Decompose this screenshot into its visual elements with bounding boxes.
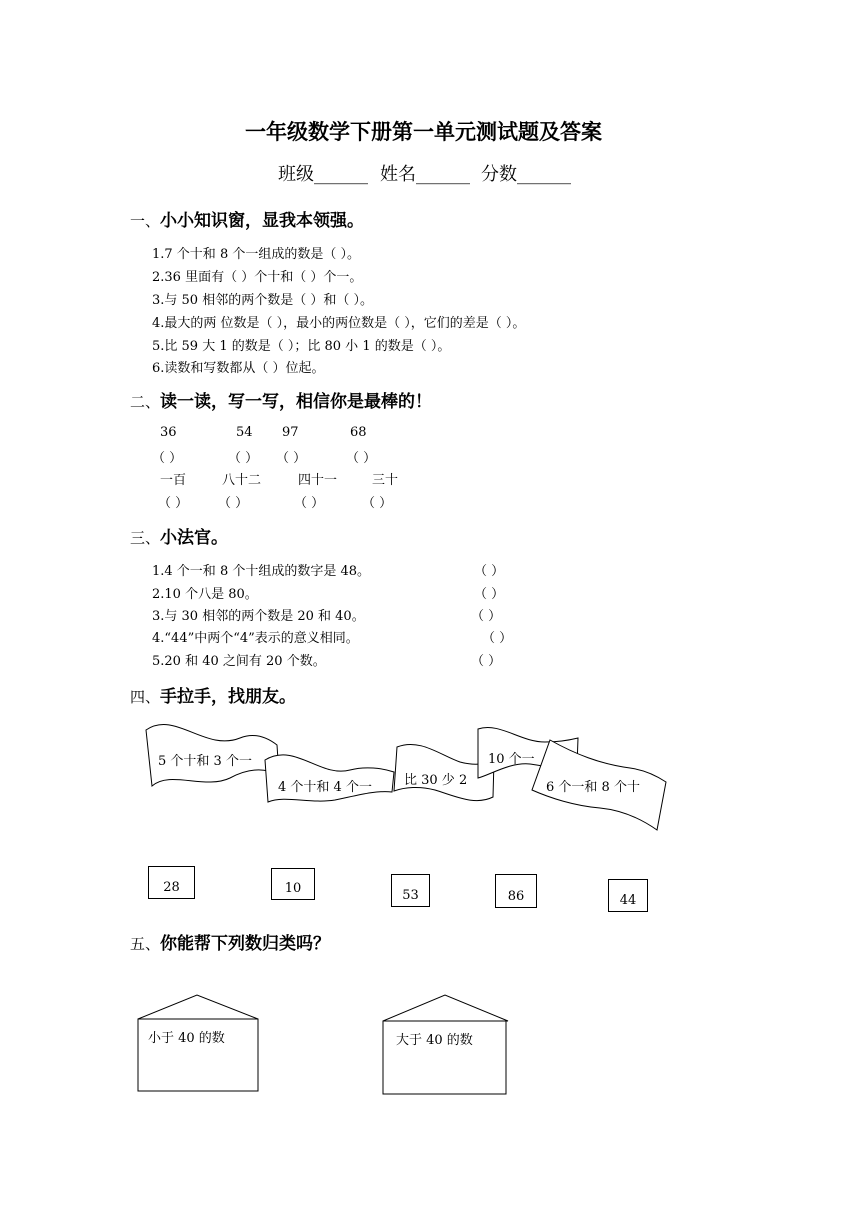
number-box[interactable]: 86 (495, 874, 537, 908)
number-box[interactable]: 28 (148, 866, 195, 899)
judge-item-5: 5.20 和 40 之间有 20 个数。 (152, 654, 326, 669)
answer-blank[interactable]: （ ） (294, 496, 325, 511)
number-item: 54 (236, 425, 253, 440)
section-3-number: 三、 (130, 531, 161, 547)
class-field[interactable]: 班级______ (278, 164, 368, 185)
judge-item-4: 4.“44”中两个“4”表示的意义相同。 (152, 631, 359, 646)
judge-item-1: 1.4 个一和 8 个十组成的数字是 48。 (152, 564, 371, 579)
section-5-title: 你能帮下列数归类吗？ (160, 934, 331, 954)
ribbon-label-5: 6 个一和 8 个十 (546, 780, 640, 795)
question-1-5: 5.比 59 大 1 的数是（ ）；比 80 小 1 的数是（ ）。 (152, 339, 451, 354)
judge-blank[interactable]: （ ） (482, 631, 513, 646)
section-2-number: 二、 (130, 395, 161, 411)
number-item: 36 (160, 425, 177, 440)
answer-blank[interactable]: （ ） (346, 451, 377, 466)
section-4-number: 四、 (130, 690, 161, 706)
answer-blank[interactable]: （ ） (362, 496, 393, 511)
judge-blank[interactable]: （ ） (471, 654, 502, 669)
ribbon-label-1: 5 个十和 3 个一 (158, 754, 252, 769)
word-item: 八十二 (222, 473, 262, 488)
house-body-2 (383, 1021, 506, 1094)
house-label-2: 大于 40 的数 (396, 1033, 473, 1048)
answer-blank[interactable]: （ ） (228, 451, 259, 466)
question-1-2: 2.36 里面有（ ）个十和（ ）个一。 (152, 270, 363, 285)
section-4-title: 手拉手，找朋友。 (160, 687, 297, 707)
answer-blank[interactable]: （ ） (218, 496, 249, 511)
ribbon-label-3: 比 30 少 2 (404, 773, 468, 788)
name-field[interactable]: 姓名______ (380, 164, 470, 185)
ribbon-label-2: 4 个十和 4 个一 (278, 780, 372, 795)
judge-blank[interactable]: （ ） (471, 609, 502, 624)
house-label-1: 小于 40 的数 (148, 1031, 225, 1046)
section-1-title: 小小知识窗，显我本领强。 (160, 211, 365, 231)
judge-blank[interactable]: （ ） (474, 587, 505, 602)
page-title: 一年级数学下册第一单元测试题及答案 (245, 120, 602, 144)
section-5-heading (130, 929, 330, 954)
question-1-6: 6.读数和写数都从（ ）位起。 (152, 361, 325, 376)
word-item: 一百 (160, 473, 187, 488)
judge-item-2: 2.10 个八是 80。 (152, 587, 258, 602)
section-1-number: 一、 (130, 214, 161, 230)
answer-blank[interactable]: （ ） (152, 451, 183, 466)
ribbon-label-4: 10 个一 (488, 752, 535, 767)
score-field[interactable]: 分数______ (481, 164, 571, 185)
judge-blank[interactable]: （ ） (474, 564, 505, 579)
question-1-3: 3.与 50 相邻的两个数是（ ）和（ ）。 (152, 293, 373, 308)
number-item: 68 (350, 425, 367, 440)
house-body-1 (138, 1019, 258, 1091)
section-3-title: 小法官。 (160, 528, 229, 548)
number-box[interactable]: 53 (391, 874, 430, 907)
answer-blank[interactable]: （ ） (158, 496, 189, 511)
house-roof-2 (383, 995, 508, 1021)
house-roof-1 (138, 995, 258, 1019)
section-5-number: 五、 (130, 937, 161, 953)
number-box[interactable]: 10 (271, 868, 315, 900)
word-item: 四十一 (298, 473, 338, 488)
judge-item-3: 3.与 30 相邻的两个数是 20 和 40。 (152, 609, 365, 624)
section-2-title: 读一读，写一写，相信你是最棒的！ (160, 392, 433, 412)
number-box[interactable]: 44 (608, 879, 648, 912)
question-1-1: 1.7 个十和 8 个一组成的数是（ ）。 (152, 247, 360, 262)
answer-blank[interactable]: （ ） (276, 451, 307, 466)
word-item: 三十 (372, 473, 399, 488)
number-item: 97 (282, 425, 299, 440)
question-1-4: 4.最大的两 位数是（ ），最小的两位数是（ ），它们的差是（ ）。 (152, 316, 526, 331)
